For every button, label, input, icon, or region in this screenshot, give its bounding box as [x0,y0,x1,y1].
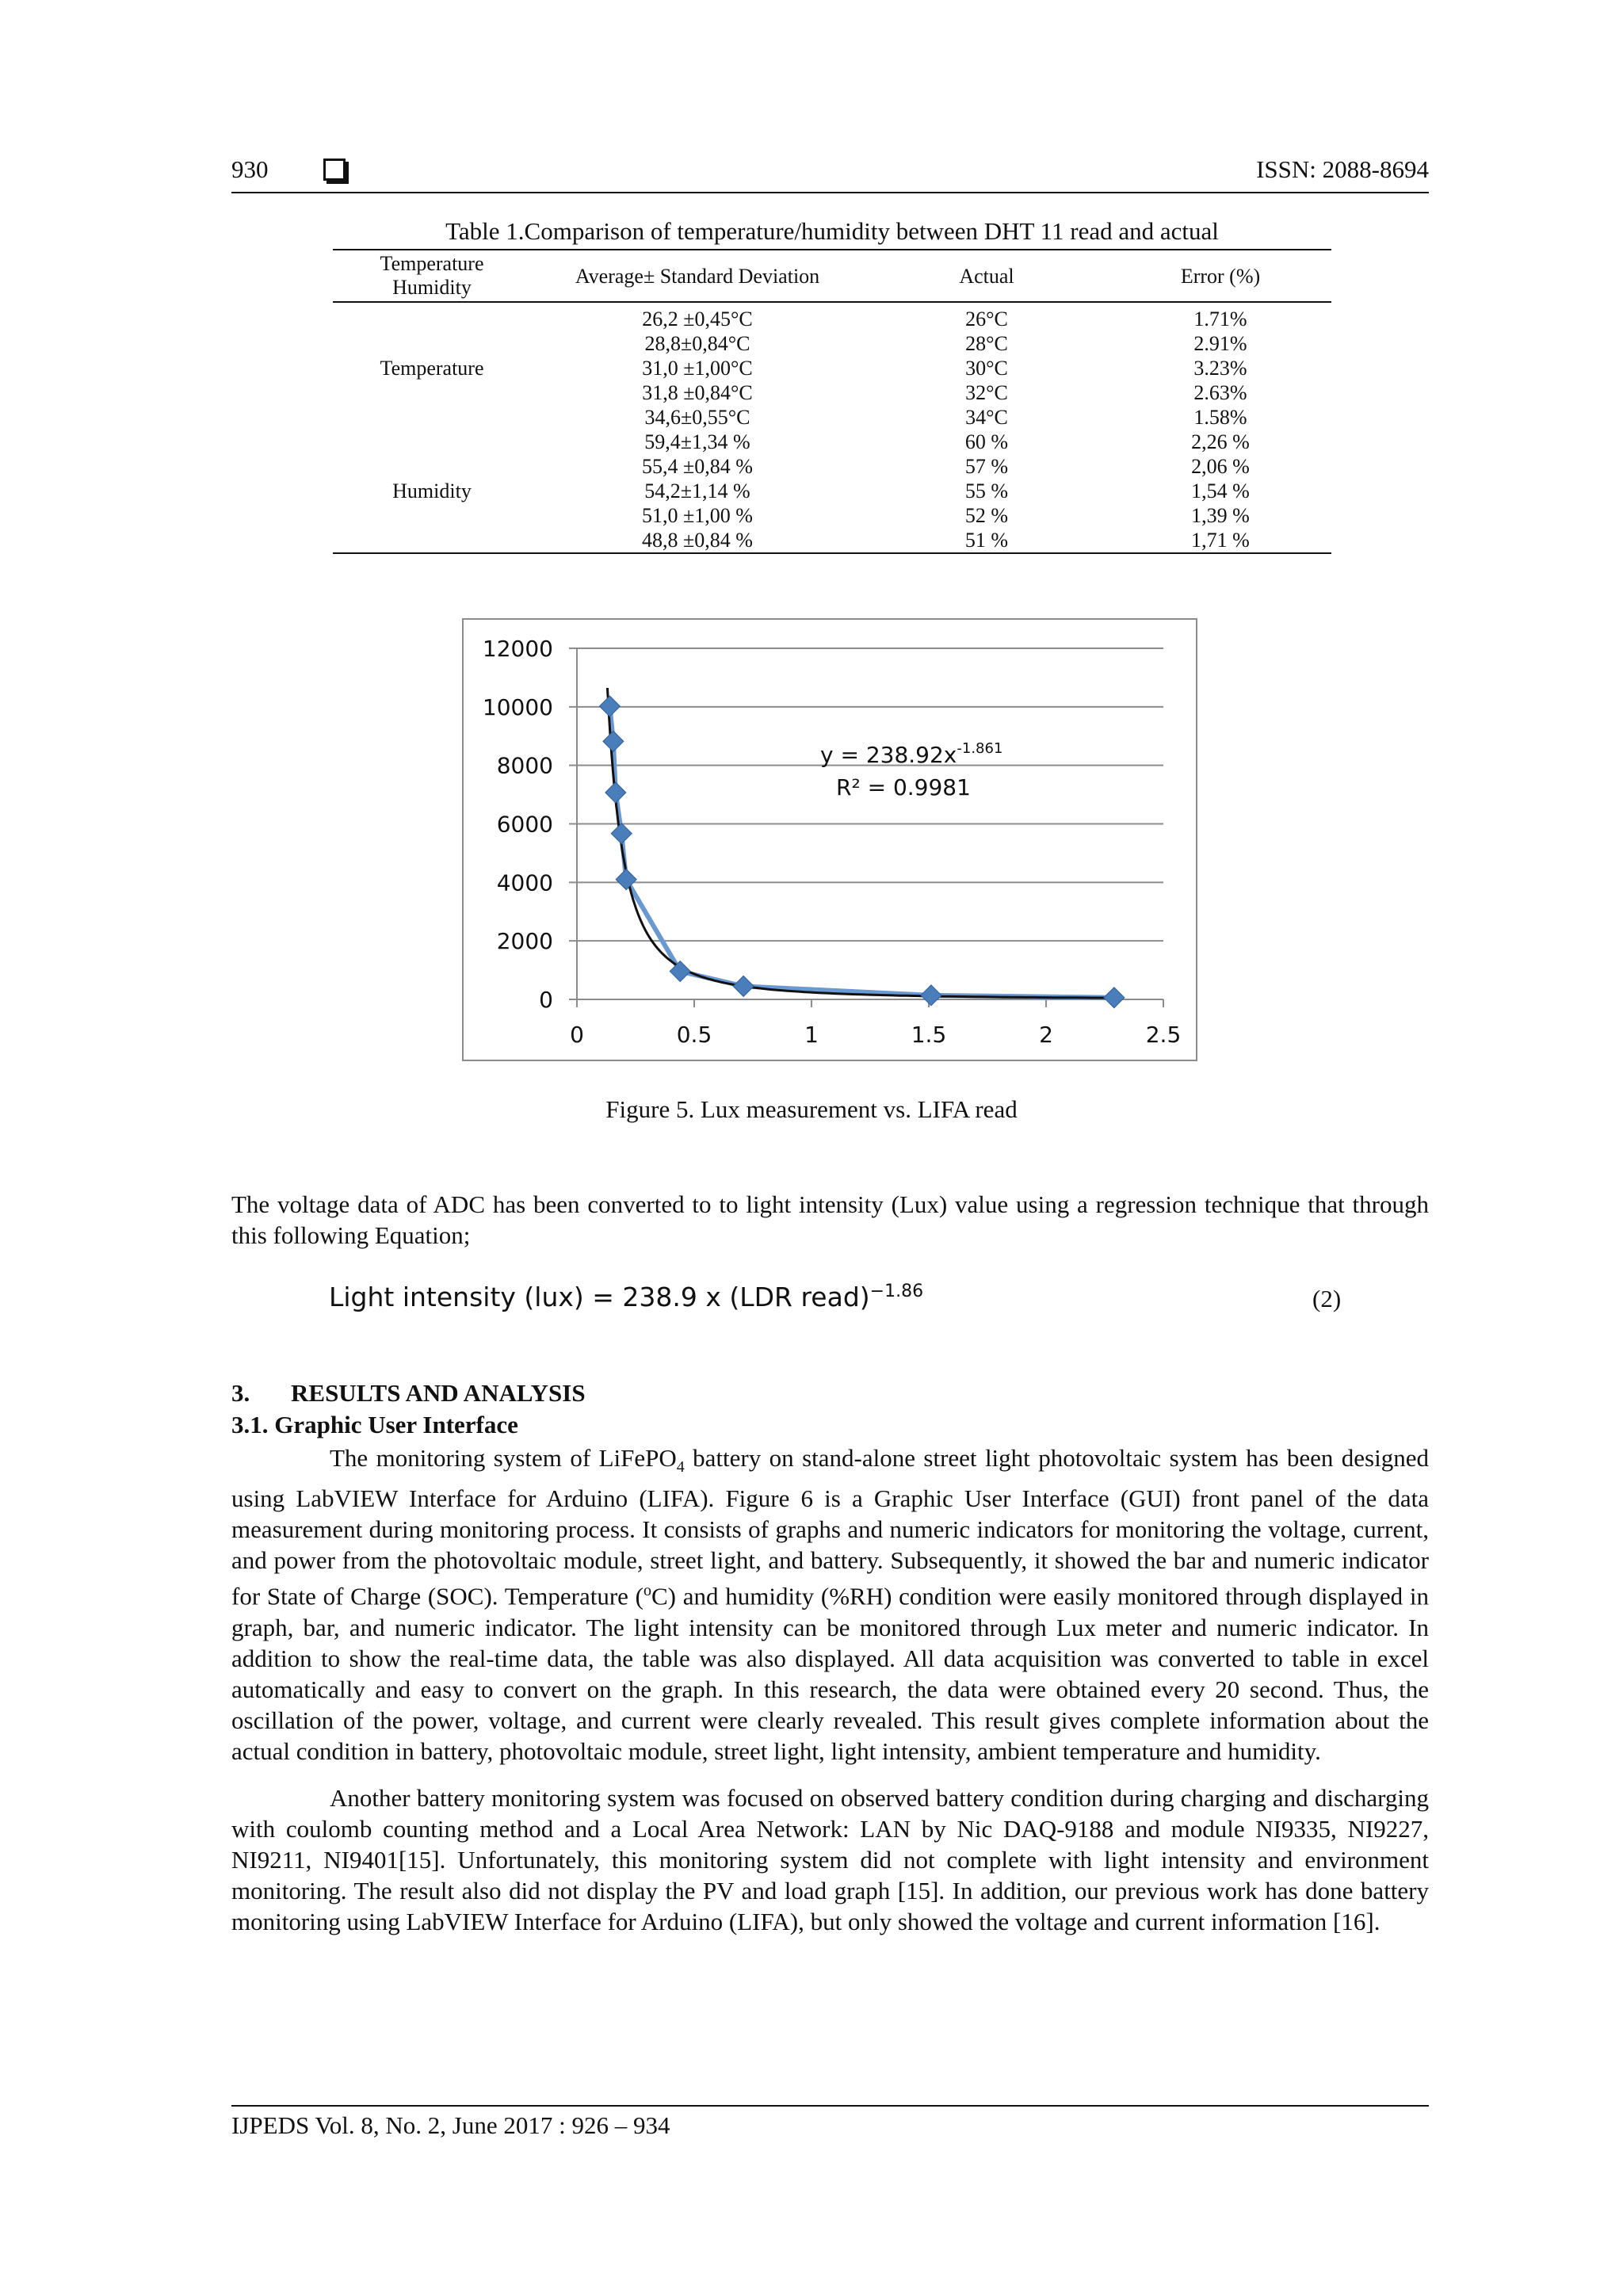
trendline-equation [820,740,1002,768]
comparison-table [333,249,1331,554]
data-point-marker [599,696,620,716]
x-tick-label: 2 [1039,1022,1053,1048]
header-error: Error (%) [1180,264,1261,288]
table-cell-avg: 31,8 ±0,84°C [642,381,753,404]
data-point-marker [670,961,690,982]
header-actual: Actual [959,264,1014,288]
table-cell-actual: 26°C [965,308,1008,330]
section-heading [231,1379,586,1408]
equation-lhs: Light intensity (lux) = 238.9 x (LDR read) [329,1282,870,1312]
table-cell-avg: 34,6±0,55°C [644,406,750,429]
para1-subscript: 4 [676,1458,685,1477]
header-average: Average± Standard Deviation [575,264,820,288]
x-tick-label: 0 [570,1022,584,1048]
table-cell-actual: 32°C [965,381,1008,404]
header-type-line1: Temperature [380,252,484,275]
data-point-marker [1104,988,1125,1008]
y-tick-label: 2000 [496,928,553,955]
table-cell-actual: 52 % [964,504,1009,527]
subsection-heading: 3.1. Graphic User Interface [231,1411,518,1438]
table-cell-actual: 30°C [965,357,1008,380]
para1-text-b: battery on stand-alone street light photovoltaic system has been designed using LabVIEW Interface for Arduino (LIFA). Figure 6 is a Graphic User Interface (GUI) front panel of the data measurement during monitoring process. It consists of graphs and numeric indicators for monitoring the voltage, current, and power from the photovoltaic module, street light, and battery. Subsequently, it showed the bar and numeric indicator for State of Charge (SOC). Temperature ( [231,1444,1429,1610]
header-type [333,250,531,302]
table-cell-avg: 26,2 ±0,45°C [642,308,753,330]
section-title: RESULTS AND ANALYSIS [291,1379,586,1407]
table-cell-avg: 28,8±0,84°C [644,332,750,355]
table-cell-actual: 60 % [964,430,1009,453]
y-tick-label: 0 [539,987,553,1013]
table-header-row [333,250,1331,302]
intro-paragraph: The voltage data of ADC has been converted to to light intensity (Lux) value using a regression technique that through this following Equation; [231,1190,1429,1249]
table-cell-avg: 48,8 ±0,84 % [642,529,753,552]
table-group-humidity [333,430,1331,553]
issn-label: ISSN: 2088-8694 [1256,155,1429,183]
equation [329,1282,923,1312]
x-tick-label: 2.5 [1145,1022,1182,1048]
data-point-marker [921,985,941,1006]
footer-journal-info: IJPEDS Vol. 8, No. 2, June 2017 : 926 – 934 [231,2111,670,2139]
para1-text-c: C) and humidity (%RH) condition were easily monitored through displayed in graph, bar, and numeric indicator. The light intensity can be monitored through Lux meter and numeric indicator. In addition to show the real-time data, the table was also displayed. All data acquisition was converted to table in excel automatically and easy to convert on the graph. In this research, the data were obtained every 20 second. Thus, the oscillation of the power, voltage, and current were clearly revealed. This result gives complete information about the actual condition in battery, photovoltaic module, street light, light intensity, ambient temperature and humidity. [231,1582,1429,1765]
table-cell-error: 1,39 % [1191,504,1250,527]
para1-superscript: o [643,1582,651,1600]
table-cell-error: 2,06 % [1191,455,1250,478]
footer-divider [231,2105,1429,2107]
paragraph-gui [231,1442,1429,1767]
lux-chart [462,618,1197,1061]
table-cell-error: 1,54 % [1191,479,1250,502]
table-cell-actual: 55 % [964,479,1009,502]
header-type-line2: Humidity [392,276,472,299]
table-cell-actual: 57 % [964,455,1009,478]
page-number: 930 [231,155,269,183]
equation-exponent: −1.86 [869,1282,924,1301]
table-cell-avg: 51,0 ±1,00 % [642,504,753,527]
table-cell-avg: 55,4 ±0,84 % [642,455,753,478]
data-point-marker [603,731,624,751]
x-tick-label: 1.5 [911,1022,947,1048]
table-cell-error: 1,71 % [1191,529,1250,552]
table-cell-actual: 28°C [965,332,1008,355]
square-bullet-icon [323,159,346,181]
table-cell-error: 3.23% [1193,357,1247,380]
y-tick-label: 8000 [496,752,553,779]
x-tick-label: 0.5 [676,1022,712,1048]
trendline-equation-exponent: -1.861 [957,740,1003,757]
table-row [333,307,1331,331]
table-cell-error: 2.63% [1193,381,1247,404]
table-cell-error: 2,26 % [1191,430,1250,453]
y-tick-label: 10000 [482,693,553,720]
lux-chart-svg [464,620,1196,1060]
table-cell-avg: 31,0 ±1,00°C [642,357,753,380]
table-group-temperature [333,302,1331,430]
table-group-label: Humidity [392,479,472,502]
trendline-equation-base: y = 238.92x [820,742,957,768]
section-number: 3. [231,1379,250,1407]
table-cell-error: 2.91% [1193,332,1247,355]
table-row [333,430,1331,454]
power-trendline [608,688,1117,998]
y-tick-label: 6000 [496,811,553,838]
table-cell-error: 1.58% [1193,406,1247,429]
table-cell-avg: 54,2±1,14 % [644,479,750,502]
data-point-marker [733,976,754,996]
equation-number: (2) [1312,1285,1342,1312]
data-point-marker [616,869,636,890]
x-tick-label: 1 [804,1022,819,1048]
header-divider [231,192,1429,193]
para1-text-a: The monitoring system of LiFePO [330,1444,677,1472]
table-cell-actual: 34°C [965,406,1008,429]
paragraph-related-work: Another battery monitoring system was focused on observed battery condition during charging and discharging with coulomb counting method and a Local Area Network: LAN by Nic DAQ-9188 and module NI9335, NI9227, NI9211, NI9401[15]. Unfortunately, this monitoring system did not complete with light intensity and environment monitoring. The result also did not display the PV and load graph [15]. In addition, our previous work has done battery monitoring using LabVIEW Interface for Arduino (LIFA), but only showed the voltage and current information [16]. [231,1784,1429,1935]
r-squared-label: R² = 0.9981 [836,774,971,800]
data-point-marker [611,823,632,844]
table-group-label: Temperature [380,357,484,380]
y-tick-label: 4000 [496,869,553,896]
table-caption: Table 1.Comparison of temperature/humidity between DHT 11 read and actual [445,217,1219,245]
table-cell-error: 1.71% [1193,308,1247,330]
table-cell-actual: 51 % [964,529,1009,552]
y-tick-label: 12000 [482,636,553,662]
data-point-marker [605,782,626,803]
table-cell-avg: 59,4±1,34 % [644,430,750,453]
figure-caption: Figure 5. Lux measurement vs. LIFA read [605,1095,1018,1123]
